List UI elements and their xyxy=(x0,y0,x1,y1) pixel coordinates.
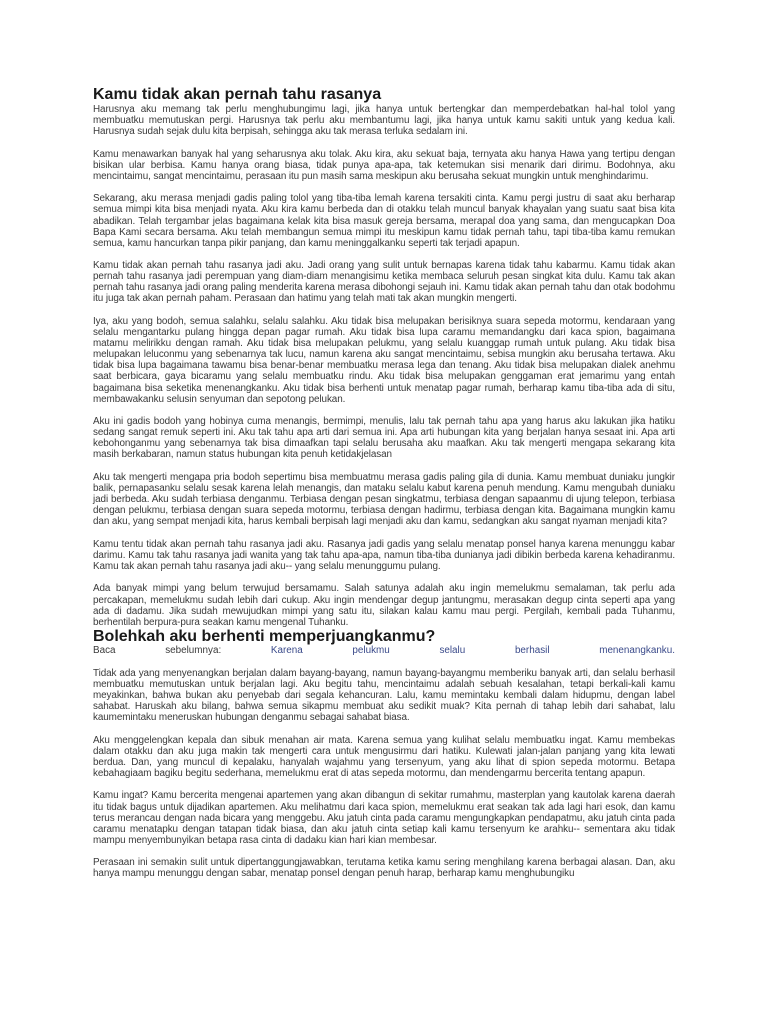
paragraph: Iya, aku yang bodoh, semua salahku, selalu salahku. Aku tidak bisa melupakan berisiknya suara sepeda motormu, kendaraan yang selalu mengantarku pulang hingga depan pagar rumah. Aku tidak bisa lupa caramu memandangku dari kaca spion, bagaimana matamu melirikku dengan ramah. Aku tidak bisa melupakan pelukmu, yang selalu kuanggap rumah untuk pulang. Aku tidak bisa melupakan leluconmu yang sebenarnya tak lucu, namun karena aku sangat mencintaimu, sebisa mungkin aku berusaha tertawa. Aku tidak bisa lupa bagaimana tawamu bisa benar-benar membuatku merasa lega dan tenang. Aku tidak bisa melupakan dialek anehmu saat berbicara, gaya bicaramu yang selalu membuatku rindu. Aku tidak bisa melupakan genggaman erat jemarimu yang entah bagaimana bisa seketika menenangkanku. Aku tidak bisa berhenti untuk menatap pagar rumah, berharap kamu tiba-tiba ada di situ, membawakanku selusin senyuman dan sepotong pelukan. xyxy=(93,315,675,405)
nav-baca-label: Baca xyxy=(93,644,116,656)
previous-article-link[interactable]: Karena xyxy=(270,644,303,656)
article-title: Kamu tidak akan pernah tahu rasanya xyxy=(93,86,382,103)
previous-article-link[interactable]: berhasil xyxy=(514,644,550,656)
article xyxy=(93,86,675,879)
paragraph: Sekarang, aku merasa menjadi gadis paling tolol yang tiba-tiba lemah karena tersakiti cinta. Kamu pergi justru di saat aku berharap semua mimpi kita bisa menjadi nyata. Aku kira kamu berbeda dan di otakku telah muncul banyak khayalan yang suatu saat bisa kita abadikan. Telah tergambar jelas bagaimana kelak kita bisa masuk gereja bersama, merapal doa yang sama, dan mengucapkan Doa Bapa Kami secara bersama. Aku telah membangun semua mimpi itu meskipun kamu tidak pernah tahu, tapi tiba-tiba kamu remukan semua, kamu hancurkan tanpa pikir panjang, dan kamu meninggalkanku seperti tak terjadi apapun. xyxy=(93,193,675,249)
paragraph: Ada banyak mimpi yang belum terwujud bersamamu. Salah satunya adalah aku ingin memelukmu semalaman, tak perlu ada percakapan, memelukmu sudah lebih dari cukup. Aku ingin mendengar degup jantungmu, merasakan degup cinta seperti apa yang ada di dadamu. Jika sudah mewujudkan mimpi yang satu itu, silakan kalau kamu mau pergi. Pergilah, kembali pada Tuhanmu, berhentilah berpura-pura seakan kamu mengenal Tuhanku. xyxy=(93,583,675,628)
paragraph: Tidak ada yang menyenangkan berjalan dalam bayang-bayang, namun bayang-bayangmu memberiku banyak arti, dan selalu berhasil membuatku memutuskan untuk berjalan lagi. Aku begitu tahu, mencintaimu adalah sebuah kesalahan, tetapi berkali-kali kamu meyakinkan, bahwa bukan aku penyebab dari segala kehancuran. Lalu, kamu memintaku kembali dalam hidupmu, dengan label sahabat. Haruskah aku bilang, bahwa semua sikapmu membuat aku sedikit muak? Kita pernah di tahap lebih dari sahabat, lalu kaumemintaku meneruskan hubungan denganmu sebagai sahabat biasa. xyxy=(93,667,675,724)
previous-article-nav xyxy=(93,645,675,657)
section-heading: Bolehkah aku berhenti memperjuangkanmu? xyxy=(93,627,436,645)
previous-article-link[interactable]: selalu xyxy=(439,644,466,656)
previous-article-link[interactable]: menenangkanku. xyxy=(599,644,675,656)
paragraph: Aku ini gadis bodoh yang hobinya cuma menangis, bermimpi, menulis, lalu tak pernah tahu apa yang harus aku lakukan jika hatiku sedang sangat remuk seperti ini. Aku tak tahu apa arti dari semua ini. Apa arti hubungan kita yang berjalan hanya sesaat ini. Apa arti kebohonganmu yang sebenarnya tak bisa dimaafkan tapi selalu berusaha aku maafkan. Aku tak mengerti mengapa sekarang kita masih berkabaran, namun status hubungan kita penuh ketidakjelasan xyxy=(93,416,675,461)
paragraph: Perasaan ini semakin sulit untuk dipertanggungjawabkan, terutama ketika kamu sering menghilang karena berbagai alasan. Dan, aku hanya mampu menunggu dengan sabar, menatap ponsel dengan penuh harap, berharap kamu menghubungiku xyxy=(93,857,675,880)
paragraph: Harusnya aku memang tak perlu menghubungimu lagi, jika hanya untuk bertengkar dan memperdebatkan hal-hal tolol yang membuatku memutuskan pergi. Harusnya tak perlu aku membantumu lagi, jika hanya untuk kamu sakiti untuk yang kedua kali. Harusnya sudah sejak dulu kita berpisah, sehingga aku tak merasa terluka sedalam ini. xyxy=(93,104,675,138)
paragraph: Kamu ingat? Kamu bercerita mengenai apartemen yang akan dibangun di sekitar rumahmu, masterplan yang kautolak karena daerah itu tidak bagus untuk dijadikan apartemen. Aku melihatmu dari kaca spion, memelukmu erat seakan tak ada lagi hari esok, dan kamu terus merancau dengan nada bicara yang menggebu. Aku jatuh cinta pada caramu mengungkapkan pendapatmu, aku jatuh cinta pada caramu menatapku dengan tatapan tidak biasa, dan aku jatuh cinta setiap kali kamu tersenyum ke arahku-- sementara aku tidak mampu menyembunyikan betapa rasa cinta di dadaku kian hari kian membesar. xyxy=(93,790,675,846)
paragraph: Kamu tentu tidak akan pernah tahu rasanya jadi aku. Rasanya jadi gadis yang selalu menatap ponsel hanya karena menunggu kabar darimu. Kamu tak tahu rasanya jadi wanita yang tak tahu apa-apa, namun tiba-tiba dunianya jadi dibikin berbeda karena kehadiranmu. Kamu tak akan pernah tahu rasanya jadi aku-- yang selalu menunggumu pulang. xyxy=(93,538,675,572)
paragraph: Aku tak mengerti mengapa pria bodoh sepertimu bisa membuatmu merasa gadis paling gila di dunia. Kamu membuat duniaku jungkir balik, pernapasanku selalu sesak karena lelah menangis, dan mataku selalu kabut karena penuh mendung. Kamu mengubah duniaku jadi berbeda. Aku sudah terbiasa denganmu. Terbiasa dengan pesan singkatmu, terbiasa dengan sapaanmu di ujung telepon, terbiasa dengan pelukmu, terbiasa dengan suara sepeda motormu, terbiasa dengan hadirmu, terbiasa dengan kita. Bagaimana mungkin kamu dan aku, yang sempat menjadi kita, harus kembali berpisah lagi menjadi aku dan kamu, sedangkan aku sangat nyaman menjadi kita? xyxy=(93,471,675,528)
nav-sebelumnya-label: sebelumnya: xyxy=(165,644,222,656)
paragraph: Aku menggelengkan kepala dan sibuk menahan air mata. Karena semua yang kulihat selalu membuatku ingat. Kamu membekas dalam otakku dan aku juga makin tak mengerti cara untuk mengusirmu dari hatiku. Kulewati jalan-jalan panjang yang kita lewati berdua. Dan, yang muncul di kepalaku, hanyalah wajahmu yang tersenyum, yang aku lihat di spion sepeda motormu. Betapa kebahagiaam bagiku begitu sederhana, memelukmu erat di atas sepeda motormu, dan mendengarmu bercerita tentang apapun. xyxy=(93,734,675,779)
paragraph: Kamu tidak akan pernah tahu rasanya jadi aku. Jadi orang yang sulit untuk bernapas karena tidak tahu kabarmu. Kamu tidak akan pernah tahu rasanya jadi perempuan yang diam-diam menangisimu ketika membaca seluruh pesan singkat kita dulu. Kamu tak akan pernah tahu rasanya jadi orang paling menderita karena merasa dibohongi sejauh ini. Kamu tidak akan pernah tahu dan otak bodohmu itu juga tak akan pernah paham. Perasaan dan hatimu yang telah mati tak akan mungkin mengerti. xyxy=(93,260,675,305)
previous-article-link[interactable]: pelukmu xyxy=(352,644,390,656)
paragraph: Kamu menawarkan banyak hal yang seharusnya aku tolak. Aku kira, aku sekuat baja, ternyata aku hanya Hawa yang tertipu dengan bisikan ular berbisa. Kamu hanya orang biasa, tidak punya apa-apa, tak ketemukan sisi menarik dari dirimu. Bodohnya, aku mencintaimu, sangat mencintaimu, perasaan itu pun masih sama meskipun aku berusaha sekuat mungkin untuk menghindarimu. xyxy=(93,148,675,182)
